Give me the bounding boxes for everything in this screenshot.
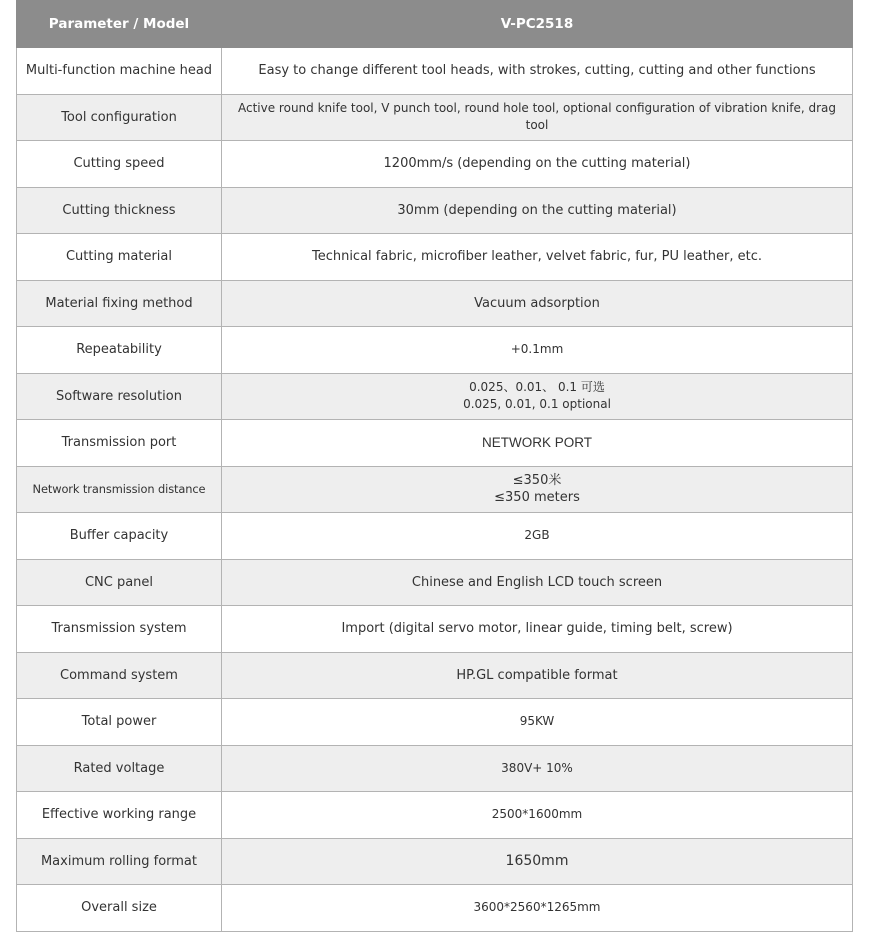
value-cell: +0.1mm (222, 327, 853, 374)
table-row (17, 885, 853, 932)
value-cell: NETWORK PORT (222, 420, 853, 467)
table-row (17, 280, 853, 327)
table-row (17, 94, 853, 141)
param-cell: Transmission system (17, 606, 222, 653)
value-cell: 95KW (222, 699, 853, 746)
value-cell: Active round knife tool, V punch tool, round hole tool, optional configuration of vibration knife, drag tool (222, 94, 853, 141)
param-cell: Total power (17, 699, 222, 746)
value-line: 0.025、0.01、 0.1 可选 (469, 380, 605, 395)
param-cell: Software resolution (17, 373, 222, 420)
value-line: ≤350 meters (494, 490, 580, 506)
value-cell: 1650mm (222, 838, 853, 885)
value-cell: 30mm (depending on the cutting material) (222, 187, 853, 234)
value-cell: Technical fabric, microfiber leather, velvet fabric, fur, PU leather, etc. (222, 234, 853, 281)
value-cell: HP.GL compatible format (222, 652, 853, 699)
table-row (17, 513, 853, 560)
spec-table (16, 0, 853, 932)
param-cell: Cutting thickness (17, 187, 222, 234)
value-cell: Easy to change different tool heads, with strokes, cutting, cutting and other functions (222, 48, 853, 95)
param-cell: Rated voltage (17, 745, 222, 792)
param-cell: Repeatability (17, 327, 222, 374)
table-row (17, 420, 853, 467)
value-cell: 380V+ 10% (222, 745, 853, 792)
value-cell: 3600*2560*1265mm (222, 885, 853, 932)
table-row (17, 234, 853, 281)
param-cell: Tool configuration (17, 94, 222, 141)
value-cell: 2500*1600mm (222, 792, 853, 839)
table-row (17, 699, 853, 746)
param-cell: Cutting speed (17, 141, 222, 188)
table-row (17, 141, 853, 188)
value-line: ≤350米 (512, 473, 562, 489)
table-row (17, 606, 853, 653)
param-cell: Overall size (17, 885, 222, 932)
param-cell: Effective working range (17, 792, 222, 839)
value-cell (222, 373, 853, 420)
table-row (17, 792, 853, 839)
param-cell: Cutting material (17, 234, 222, 281)
value-cell: Import (digital servo motor, linear guide, timing belt, screw) (222, 606, 853, 653)
value-cell: 2GB (222, 513, 853, 560)
table-row (17, 187, 853, 234)
header-model: V-PC2518 (222, 1, 853, 48)
table-row (17, 327, 853, 374)
table-row (17, 559, 853, 606)
param-cell: Maximum rolling format (17, 838, 222, 885)
table-row (17, 745, 853, 792)
table-header-row (17, 1, 853, 48)
value-line: 0.025, 0.01, 0.1 optional (463, 397, 611, 412)
param-cell: Buffer capacity (17, 513, 222, 560)
header-parameter: Parameter / Model (17, 1, 222, 48)
param-cell: Network transmission distance (17, 466, 222, 513)
value-cell (222, 466, 853, 513)
table-row (17, 48, 853, 95)
value-cell: 1200mm/s (depending on the cutting material) (222, 141, 853, 188)
table-row (17, 373, 853, 420)
table-row (17, 652, 853, 699)
param-cell: Command system (17, 652, 222, 699)
param-cell: Material fixing method (17, 280, 222, 327)
param-cell: CNC panel (17, 559, 222, 606)
param-cell: Transmission port (17, 420, 222, 467)
value-cell: Vacuum adsorption (222, 280, 853, 327)
param-cell: Multi-function machine head (17, 48, 222, 95)
table-row (17, 838, 853, 885)
table-row (17, 466, 853, 513)
value-cell: Chinese and English LCD touch screen (222, 559, 853, 606)
